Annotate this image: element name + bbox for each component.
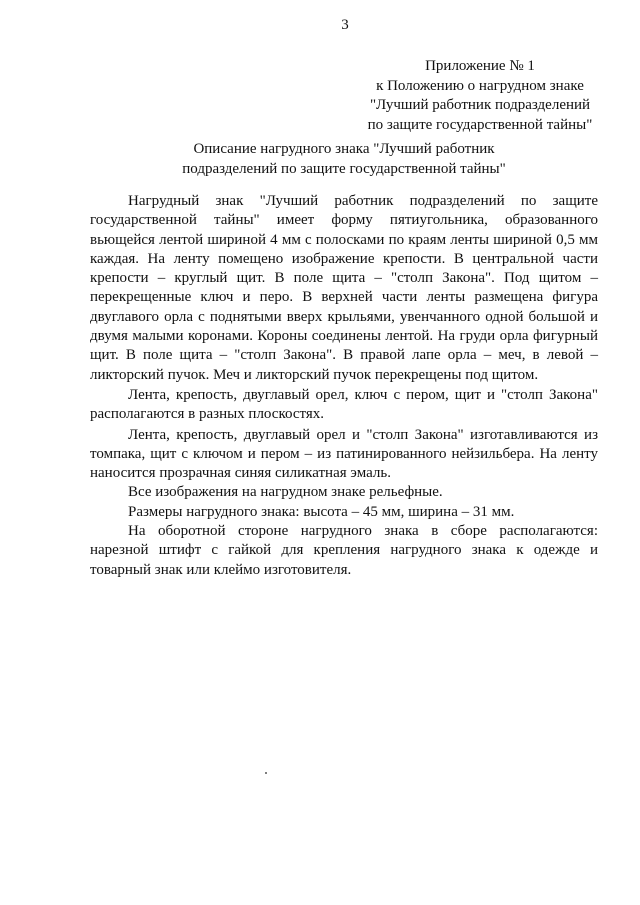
scan-speck [265,772,267,774]
paragraph-relief: Все изображения на нагрудном знаке рельефные. [128,484,443,501]
page-number: 3 [341,17,349,33]
appendix-reference: к Положению о нагрудном знаке [376,77,584,94]
appendix-document-name: "Лучший работник подразделений [369,97,591,113]
appendix-document-name-cont: по защите государственной тайны" [367,116,593,133]
paragraph-planes: Лента, крепость, двуглавый орел, ключ с пером, щит и "столп Закона" располагаются в разных плоскостях. [90,386,598,423]
document-heading [0,139,640,179]
heading-line: Описание нагрудного знака "Лучший работник [193,141,495,157]
paragraph-dimensions: Размеры нагрудного знака: высота – 45 мм, ширина – 31 мм. [128,503,515,520]
document-body [90,192,598,580]
paragraph-reverse-side: На оборотной стороне нагрудного знака в сборе располагаются: нарезной штифт с гайкой для крепления нагрудного знака к одежде и товарный знак или клеймо изготовителя. [90,523,598,578]
heading-line: подразделений по защите государственной тайны" [182,161,506,177]
appendix-title: Приложение № 1 [425,58,535,74]
paragraph-description: Нагрудный знак "Лучший работник подразделений по защите государственной тайны" имеет форму пятиугольника, образованного вьющейся лентой шириной 4 мм с полосками по краям ленты шириной 0,5 мм каждая. На ленту помещено изображение крепости. В центральной части крепости – круглый щит. В поле щита – "столп Закона". Под щитом – перекрещенные ключ и перо. В верхней части ленты размещена фигура двуглавого орла с поднятыми вверх крыльями, увенчанного одной большой и двумя малыми коронами. Короны соединены лентой. На груди орла фигурный щит. В поле щита – "столп Закона". В правой лапе орла – меч, в левой – ликторский пучок. Меч и ликторский пучок перекрещены под щитом. [90,193,598,383]
appendix-block [350,57,610,135]
paragraph-materials: Лента, крепость, двуглавый орел и "столп Закона" изготавливаются из томпака, щит с ключом и пером – из патинированного нейзильбера. На ленту наносится прозрачная синяя силикатная эмаль. [90,426,598,482]
